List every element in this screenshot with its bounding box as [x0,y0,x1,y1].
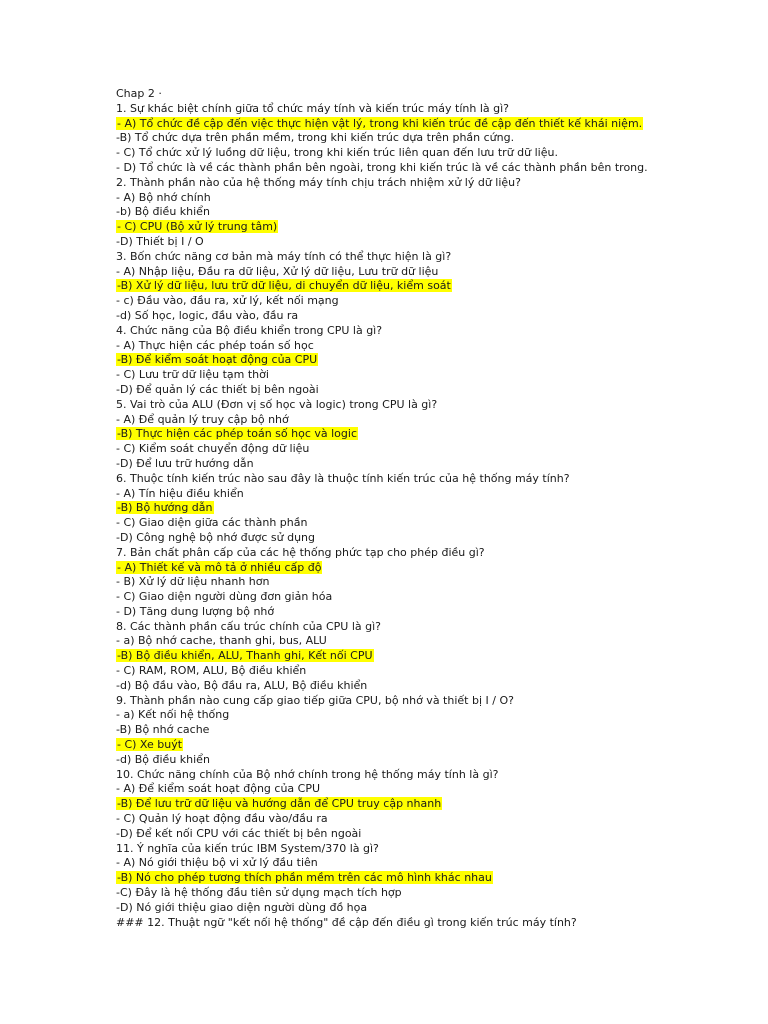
text-line [116,664,756,679]
line-text: -b) Bộ điều khiển [116,205,210,219]
text-line [116,146,756,161]
text-line [116,383,756,398]
text-line [116,398,756,413]
text-line [116,679,756,694]
answer-line-highlighted [116,427,756,442]
line-text: -B) Bộ hướng dẫn [117,501,213,515]
text-line [116,413,756,428]
answer-line-highlighted [116,738,756,753]
text-line [116,368,756,383]
text-line [116,605,756,620]
line-text: -D) Để quản lý các thiết bị bên ngoài [116,382,319,396]
text-line [116,723,756,738]
line-text: Chap 2 · [116,87,162,100]
line-text: -D) Nó giới thiệu giao diện người dùng đồ họa [116,900,368,914]
line-text: -B) Xử lý dữ liệu, lưu trữ dữ liệu, di chuyển dữ liệu, kiểm soát [117,279,451,293]
line-text: -B) Thực hiện các phép toán số học và logic [117,427,357,441]
line-text: - A) Tổ chức đề cập đến việc thực hiện vật lý, trong khi kiến trúc đề cập đến thiết kế khái niệm. [117,116,643,130]
line-text: -B) Để kiểm soát hoạt động của CPU [117,353,318,367]
text-line [116,324,756,339]
text-line [116,235,756,250]
line-text: 4. Chức năng của Bộ điều khiển trong CPU là gì? [116,323,383,337]
line-text: -d) Bộ đầu vào, Bộ đầu ra, ALU, Bộ điều khiển [116,678,368,692]
answer-line-highlighted [116,871,756,886]
answer-line-highlighted [116,797,756,812]
line-text: 1. Sự khác biệt chính giữa tổ chức máy tính và kiến trúc máy tính là gì? [116,101,509,115]
line-text: -D) Để kết nối CPU với các thiết bị bên ngoài [116,826,362,840]
text-line [116,842,756,857]
line-text: ### 12. Thuật ngữ "kết nối hệ thống" đề cập đến điều gì trong kiến trúc máy tính? [116,915,577,929]
line-text: - A) Nó giới thiệu bộ vi xử lý đầu tiên [116,856,318,870]
line-text: - C) CPU (Bộ xử lý trung tâm) [117,220,278,234]
line-text: 3. Bốn chức năng cơ bản mà máy tính có thể thực hiện là gì? [116,249,452,263]
text-line [116,250,756,265]
line-text: - a) Bộ nhớ cache, thanh ghi, bus, ALU [116,634,327,648]
text-line [116,265,756,280]
text-line [116,546,756,561]
text-line [116,487,756,502]
line-text: -D) Thiết bị I / O [116,234,204,248]
text-line [116,827,756,842]
line-text: - C) Lưu trữ dữ liệu tạm thời [116,368,269,382]
line-text: - A) Thiết kế và mô tả ở nhiều cấp độ [117,560,322,574]
text-line [116,102,756,117]
line-text: - C) Giao diện giữa các thành phần [116,516,308,530]
text-line [116,620,756,635]
line-text: - C) Tổ chức xử lý luồng dữ liệu, trong khi kiến trúc liên quan đến lưu trữ dữ liệu. [116,146,558,160]
answer-line-highlighted [116,501,756,516]
text-line [116,812,756,827]
text-line [116,191,756,206]
text-line [116,87,756,102]
text-line [116,309,756,324]
text-line [116,782,756,797]
line-text: - C) RAM, ROM, ALU, Bộ điều khiển [116,664,307,678]
line-text: 8. Các thành phần cấu trúc chính của CPU là gì? [116,619,381,633]
line-text: - C) Quản lý hoạt động đầu vào/đầu ra [116,812,328,826]
text-line [116,176,756,191]
line-text: - A) Nhập liệu, Đầu ra dữ liệu, Xử lý dữ liệu, Lưu trữ dữ liệu [116,264,439,278]
line-text: -B) Bộ điều khiển, ALU, Thanh ghi, Kết nối CPU [117,649,373,663]
line-text: -C) Đây là hệ thống đầu tiên sử dụng mạch tích hợp [116,886,402,900]
text-line [116,531,756,546]
line-text: - A) Thực hiện các phép toán số học [116,338,314,352]
text-line [116,901,756,916]
line-text: -B) Để lưu trữ dữ liệu và hướng dẫn để CPU truy cập nhanh [117,797,442,811]
line-text: 5. Vai trò của ALU (Đơn vị số học và logic) trong CPU là gì? [116,397,438,411]
answer-line-highlighted [116,561,756,576]
text-line [116,339,756,354]
answer-line-highlighted [116,279,756,294]
answer-line-highlighted [116,220,756,235]
line-text: 10. Chức năng chính của Bộ nhớ chính trong hệ thống máy tính là gì? [116,767,499,781]
text-line [116,442,756,457]
line-text: - C) Xe buýt [117,738,183,752]
text-line [116,575,756,590]
answer-line-highlighted [116,649,756,664]
text-line [116,886,756,901]
text-line [116,753,756,768]
text-line [116,294,756,309]
line-text: -d) Bộ điều khiển [116,752,210,766]
line-text: 7. Bản chất phân cấp của các hệ thống phức tạp cho phép điều gì? [116,545,485,559]
line-text: - C) Giao diện người dùng đơn giản hóa [116,590,333,604]
line-text: 6. Thuộc tính kiến trúc nào sau đây là thuộc tính kiến trúc của hệ thống máy tính? [116,471,570,485]
line-text: - A) Tín hiệu điều khiển [116,486,244,500]
text-line [116,856,756,871]
text-line [116,205,756,220]
answer-line-highlighted [116,353,756,368]
text-line [116,131,756,146]
line-text: 11. Ý nghĩa của kiến trúc IBM System/370 là gì? [116,841,379,855]
line-text: -D) Để lưu trữ hướng dẫn [116,456,254,470]
line-text: - A) Để kiểm soát hoạt động của CPU [116,782,321,796]
text-line [116,634,756,649]
text-line [116,472,756,487]
document-body [116,87,756,930]
line-text: 2. Thành phần nào của hệ thống máy tính chịu trách nhiệm xử lý dữ liệu? [116,175,521,189]
line-text: - c) Đầu vào, đầu ra, xử lý, kết nối mạng [116,294,339,308]
line-text: - D) Tổ chức là về các thành phần bên ngoài, trong khi kiến trúc là về các thành phần bên trong. [116,160,648,174]
line-text: -D) Công nghệ bộ nhớ được sử dụng [116,530,315,544]
line-text: -B) Tổ chức dựa trên phần mềm, trong khi kiến trúc dựa trên phần cứng. [116,131,515,145]
text-line [116,708,756,723]
line-text: - A) Để quản lý truy cập bộ nhớ [116,412,289,426]
text-line [116,457,756,472]
line-text: - C) Kiểm soát chuyển động dữ liệu [116,442,310,456]
line-text: -B) Bộ nhớ cache [116,723,210,737]
text-line [116,516,756,531]
text-line [116,768,756,783]
text-line [116,590,756,605]
line-text: - A) Bộ nhớ chính [116,190,211,204]
line-text: 9. Thành phần nào cung cấp giao tiếp giữa CPU, bộ nhớ và thiết bị I / O? [116,693,514,707]
answer-line-highlighted [116,117,756,132]
line-text: -d) Số học, logic, đầu vào, đầu ra [116,308,299,322]
text-line [116,161,756,176]
line-text: -B) Nó cho phép tương thích phần mềm trên các mô hình khác nhau [117,871,492,885]
line-text: - a) Kết nối hệ thống [116,708,230,722]
text-line [116,916,756,931]
line-text: - B) Xử lý dữ liệu nhanh hơn [116,575,270,589]
line-text: - D) Tăng dung lượng bộ nhớ [116,604,275,618]
text-line [116,694,756,709]
